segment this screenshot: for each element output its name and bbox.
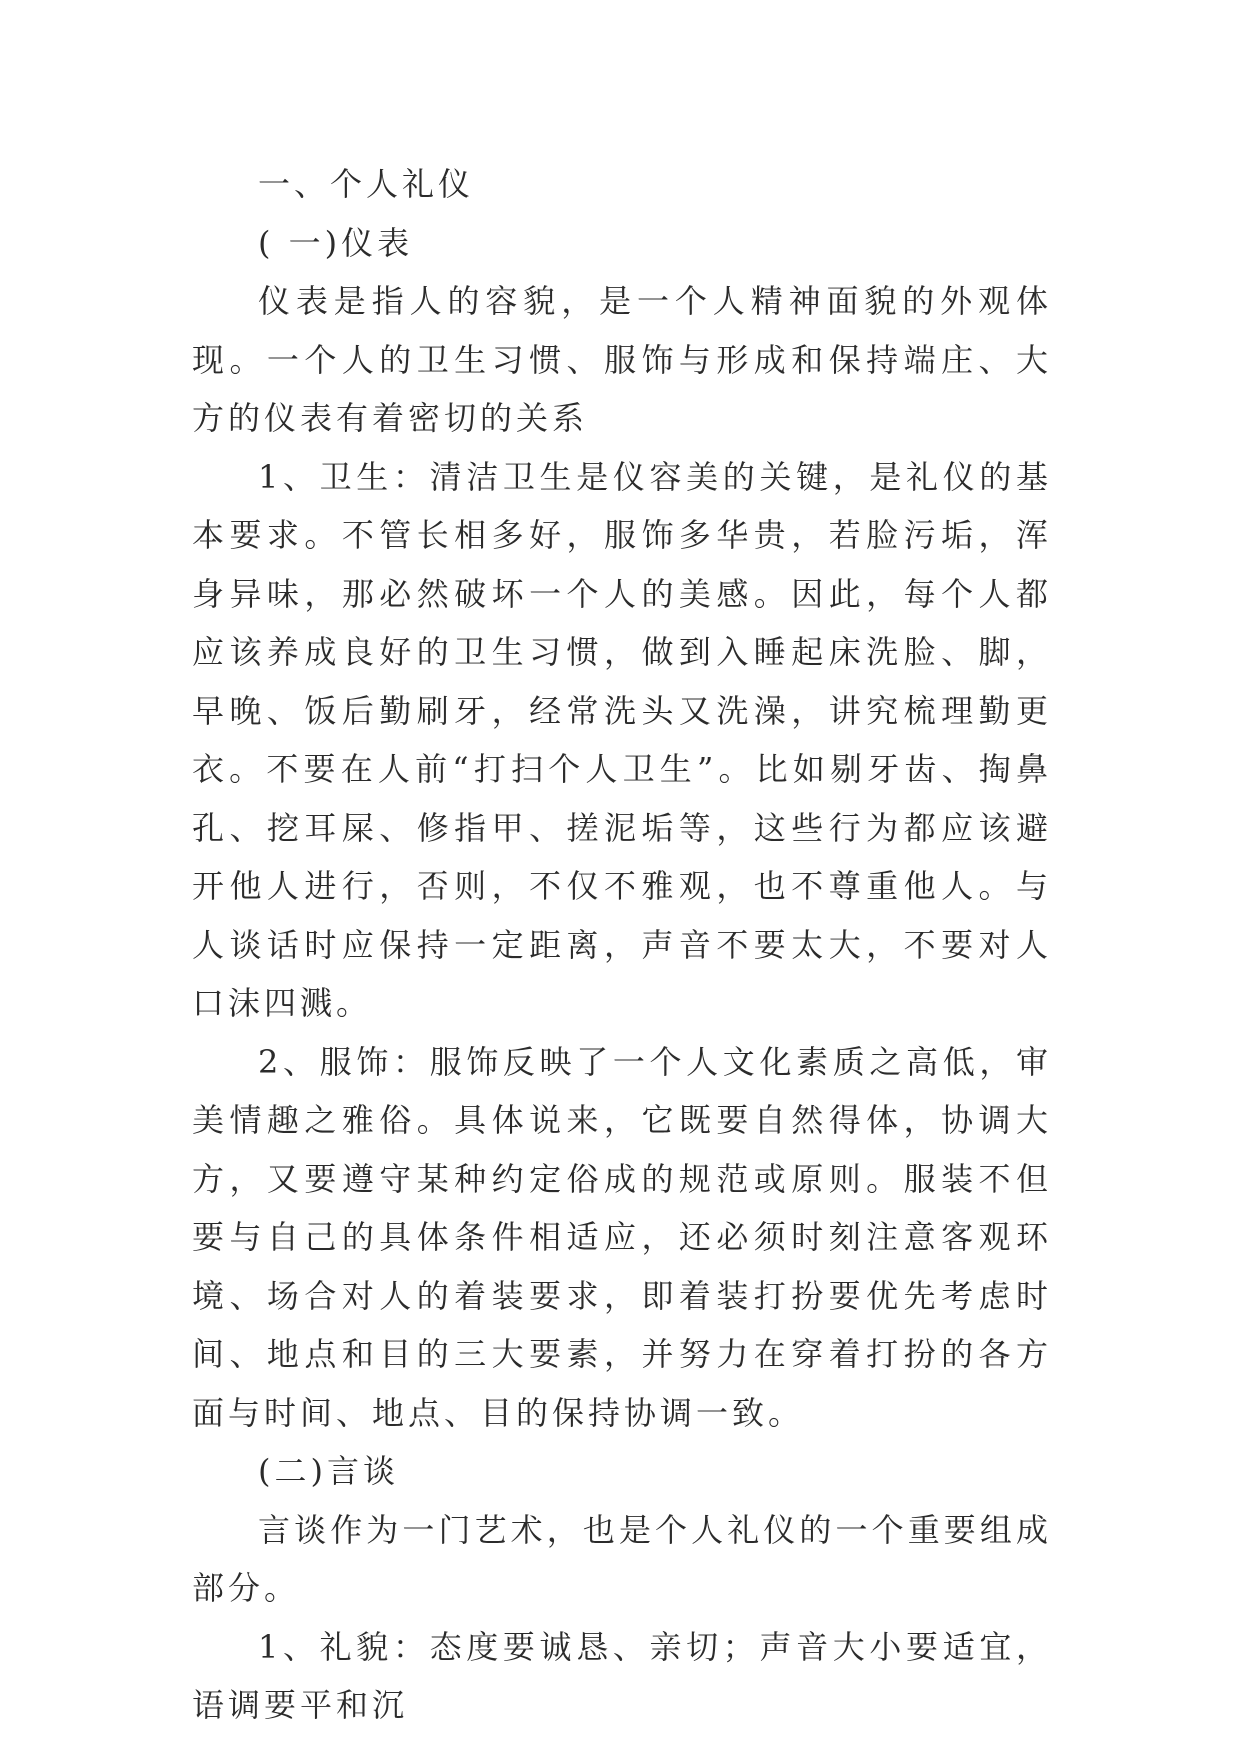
subsection-title-appearance: ( 一)仪表 (258, 223, 414, 262)
document-body (192, 155, 1052, 1735)
paragraph-speech-intro: 言谈作为一门艺术，也是个人礼仪的一个重要组成部分。 (192, 1510, 1052, 1607)
paragraph-appearance-intro: 仪表是指人的容貌，是一个人精神面貌的外观体现。一个人的卫生习惯、服饰与形成和保持端庄、大方的仪表有着密切的关系 (192, 282, 1052, 437)
paragraph-courtesy: 1、礼貌：态度要诚恳、亲切；声音大小要适宜，语调要平和沉 (192, 1627, 1052, 1724)
subsection-title-speech: (二)言谈 (258, 1452, 399, 1490)
paragraph-hygiene: 1、卫生：清洁卫生是仪容美的关键，是礼仪的基本要求。不管长相多好，服饰多华贵，若脸污垢，浑身异味，那必然破坏一个人的美感。因此，每个人都应该养成良好的卫生习惯，做到入睡起床洗脸、脚，早晚、饭后勤刷牙，经常洗头又洗澡，讲究梳理勤更衣。不要在人前“打扫个人卫生”。比如剔牙齿、掏鼻孔、挖耳屎、修指甲、搓泥垢等，这些行为都应该避开他人进行，否则，不仅不雅观，也不尊重他人。与人谈话时应保持一定距离，声音不要太大，不要对人口沫四溅。 (192, 457, 1052, 1022)
paragraph-clothing: 2、服饰：服饰反映了一个人文化素质之高低，审美情趣之雅俗。具体说来，它既要自然得体，协调大方，又要遵守某种约定俗成的规范或原则。服装不但要与自己的具体条件相适应，还必须时刻注意客观环境、场合对人的着装要求，即着装打扮要优先考虑时间、地点和目的三大要素，并努力在穿着打扮的各方面与时间、地点、目的保持协调一致。 (192, 1042, 1052, 1432)
section-title: 一、个人礼仪 (258, 165, 475, 203)
